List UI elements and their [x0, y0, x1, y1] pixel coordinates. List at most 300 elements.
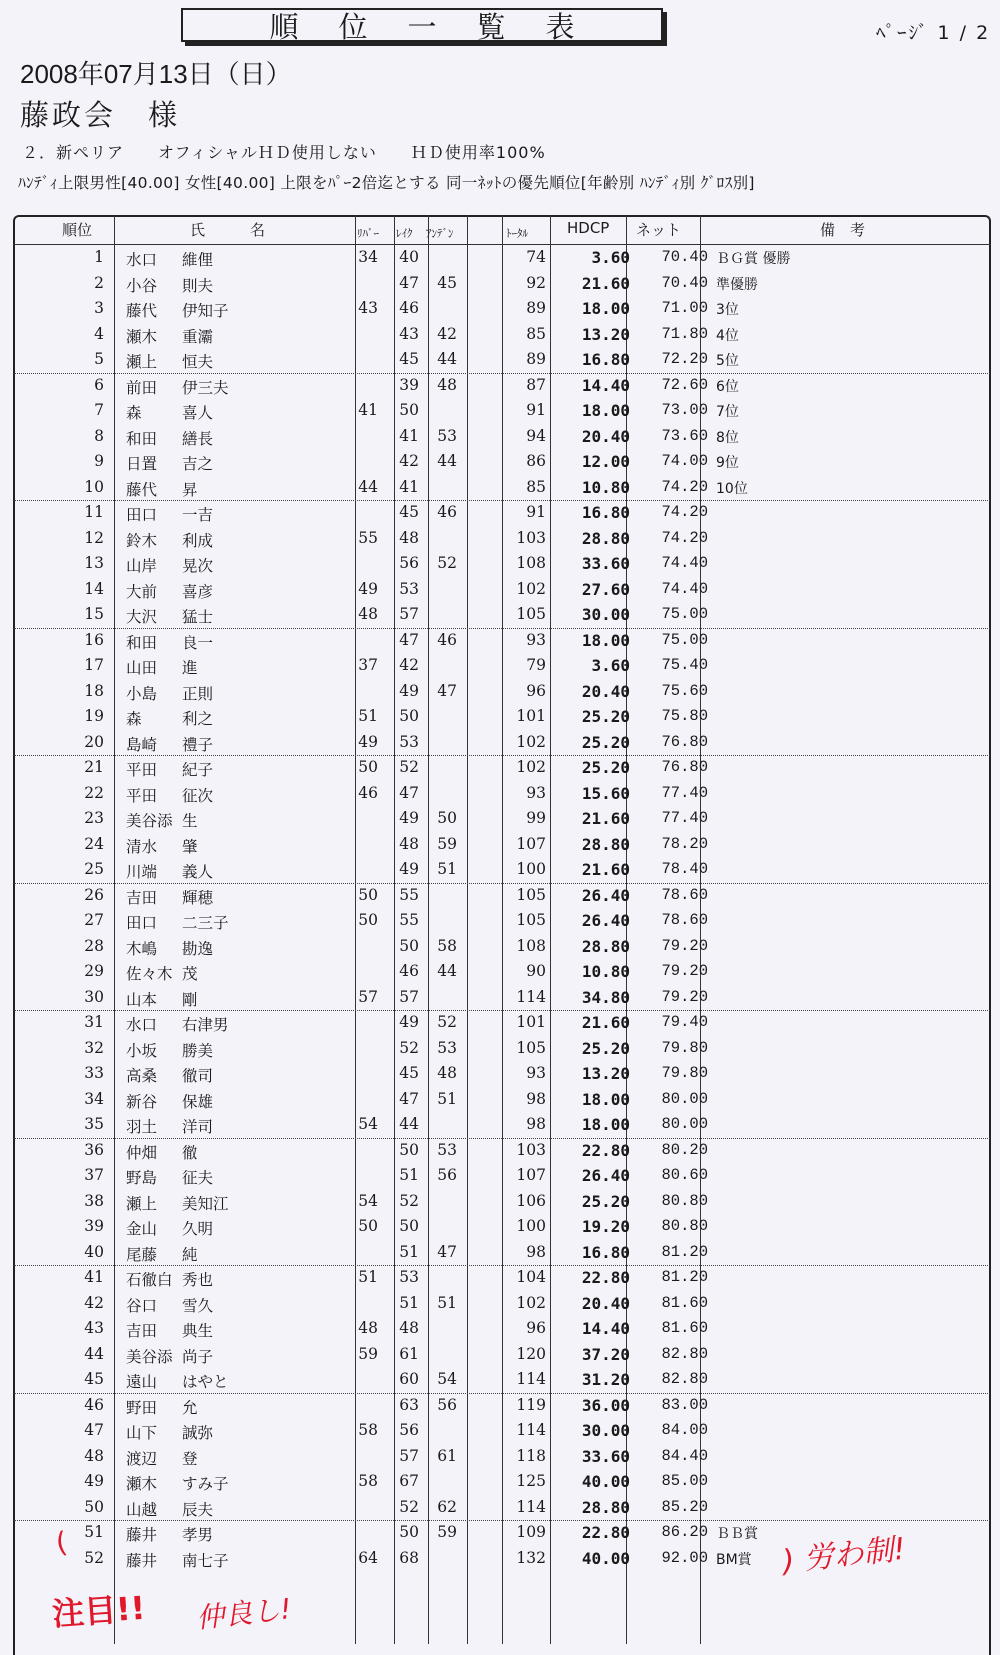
- cell-total: 94: [526, 426, 546, 445]
- cell-lake: 55: [399, 885, 419, 904]
- cell-hdcp: 18.00: [581, 1089, 630, 1109]
- cell-hdcp: 28.80: [581, 834, 630, 854]
- cell-surname: 小島: [126, 684, 158, 703]
- table-row: [14, 1367, 990, 1393]
- cell-surname: 仲畑: [126, 1143, 158, 1162]
- cell-river: 44: [358, 477, 378, 496]
- cell-hdcp: 16.80: [581, 350, 630, 369]
- cell-river: 46: [358, 783, 378, 802]
- table-row: [14, 449, 990, 475]
- cell-net: 74.40: [661, 579, 708, 598]
- cell-given-name: 生: [182, 812, 198, 830]
- cell-river: 54: [358, 1115, 378, 1133]
- cell-total: 119: [516, 1395, 546, 1414]
- cell-river: 49: [358, 732, 378, 751]
- cell-river: 59: [358, 1344, 378, 1363]
- cell-hdcp: 20.40: [581, 681, 630, 701]
- cell-net: 75.40: [661, 656, 708, 674]
- cell-hdcp: 33.60: [581, 554, 630, 573]
- cell-net: 76.80: [661, 758, 708, 776]
- cell-net: 78.60: [661, 911, 708, 929]
- cell-rank: 52: [84, 1548, 104, 1567]
- cell-net: 92.00: [661, 1548, 708, 1567]
- cell-lake: 50: [399, 1217, 419, 1235]
- table-row: [14, 1342, 990, 1368]
- table-row: [14, 628, 990, 654]
- cell-total: 93: [526, 783, 546, 802]
- cell-rank: 34: [84, 1089, 104, 1108]
- cell-lake: 42: [399, 656, 419, 674]
- table-row: [14, 934, 990, 960]
- cell-given-name: 一吉: [182, 506, 214, 524]
- cell-river: 50: [358, 1217, 378, 1235]
- table-row: [14, 1469, 990, 1495]
- cell-given-name: 伊三夫: [182, 378, 229, 397]
- cell-rank: 42: [84, 1293, 104, 1312]
- cell-hdcp: 28.80: [581, 936, 630, 956]
- cell-net: 79.20: [661, 962, 708, 980]
- cell-lake: 47: [399, 630, 419, 649]
- cell-lake: 45: [399, 503, 419, 521]
- cell-hdcp: 18.00: [581, 630, 630, 650]
- cell-rank: 33: [84, 1064, 104, 1082]
- cell-note: BM賞: [716, 1551, 752, 1568]
- cell-surname: 野島: [126, 1169, 158, 1187]
- cell-rank: 40: [84, 1242, 104, 1261]
- cell-given-name: 剛: [182, 990, 198, 1009]
- cell-rank: 44: [84, 1344, 104, 1363]
- cell-hdcp: 28.80: [581, 1497, 630, 1517]
- table-row: [14, 1495, 990, 1521]
- cell-river: 54: [358, 1191, 378, 1210]
- cell-lake: 49: [399, 1013, 419, 1031]
- cell-surname: 森: [126, 404, 142, 422]
- cell-hdcp: 3.60: [591, 248, 630, 267]
- cell-total: 98: [526, 1089, 546, 1108]
- cell-lake: 53: [399, 579, 419, 598]
- cell-lake: 50: [399, 707, 419, 725]
- cell-lake: 52: [399, 1497, 419, 1516]
- cell-rank: 16: [84, 630, 104, 649]
- cell-lake: 44: [399, 1115, 419, 1133]
- cell-under: 59: [437, 1523, 457, 1541]
- cell-lake: 48: [399, 528, 419, 547]
- cell-hdcp: 40.00: [581, 1548, 630, 1568]
- cell-total: 104: [516, 1268, 546, 1286]
- cell-note: 4位: [716, 327, 739, 344]
- cell-total: 102: [516, 732, 546, 751]
- cell-note: ＢＧ賞 優勝: [716, 251, 791, 267]
- table-row: [14, 1138, 990, 1164]
- cell-net: 78.60: [661, 885, 708, 904]
- cell-lake: 45: [399, 350, 419, 368]
- cell-total: 105: [516, 885, 546, 904]
- cell-note: 9位: [716, 455, 739, 471]
- cell-river: 34: [358, 248, 378, 266]
- cell-rank: 11: [84, 503, 104, 521]
- cell-given-name: 辰夫: [182, 1500, 214, 1519]
- table-row: [14, 1189, 990, 1215]
- cell-lake: 41: [399, 477, 419, 496]
- cell-total: 103: [516, 1140, 546, 1159]
- cell-surname: 平田: [126, 761, 158, 779]
- cell-hdcp: 21.60: [581, 1013, 630, 1032]
- cell-given-name: 正則: [182, 684, 214, 703]
- cell-total: 102: [516, 1293, 546, 1312]
- cell-net: 77.40: [661, 783, 708, 802]
- cell-lake: 43: [399, 324, 419, 343]
- cell-under: 50: [437, 809, 457, 827]
- cell-net: 73.00: [661, 401, 708, 419]
- cell-hdcp: 3.60: [591, 656, 630, 675]
- cell-lake: 68: [399, 1548, 419, 1567]
- cell-note: 8位: [716, 429, 739, 446]
- cell-river: 49: [358, 579, 378, 598]
- header-rank: 順位: [62, 221, 93, 239]
- table-row: [14, 602, 990, 628]
- cell-under: 59: [437, 834, 457, 853]
- cell-hdcp: 31.20: [581, 1370, 630, 1389]
- cell-rank: 23: [84, 809, 104, 827]
- cell-given-name: 典生: [182, 1322, 214, 1340]
- cell-total: 74: [526, 248, 546, 266]
- cell-under: 48: [437, 375, 457, 394]
- cell-under: 53: [437, 1038, 457, 1057]
- cell-given-name: 尚子: [182, 1347, 214, 1366]
- cell-total: 89: [526, 350, 546, 368]
- table-row: [14, 245, 990, 271]
- cell-given-name: 利成: [182, 531, 214, 550]
- cell-under: 44: [437, 962, 457, 980]
- cell-hdcp: 33.60: [581, 1446, 630, 1466]
- cell-net: 80.60: [661, 1166, 708, 1184]
- cell-given-name: 繕長: [182, 429, 214, 448]
- cell-given-name: 則夫: [182, 276, 214, 295]
- cell-surname: 山岸: [126, 557, 158, 575]
- cell-rank: 49: [84, 1472, 104, 1490]
- cell-surname: 和田: [126, 633, 158, 652]
- event-date: 2008年07月13日（日）: [20, 59, 292, 89]
- cell-lake: 40: [399, 248, 419, 266]
- cell-net: 81.60: [661, 1293, 708, 1312]
- cell-lake: 50: [399, 401, 419, 419]
- cell-surname: 藤井: [126, 1551, 158, 1570]
- table-row: [14, 1061, 990, 1087]
- cell-river: 51: [358, 707, 378, 725]
- cell-given-name: 重灞: [182, 327, 214, 346]
- cell-lake: 56: [399, 554, 419, 572]
- cell-rank: 26: [84, 885, 104, 904]
- cell-net: 74.20: [661, 477, 708, 496]
- cell-rank: 38: [84, 1191, 104, 1210]
- table-row: [14, 985, 990, 1011]
- cell-given-name: 義人: [182, 863, 214, 881]
- cell-under: 52: [437, 554, 457, 572]
- cell-river: 48: [358, 1319, 378, 1337]
- cell-hdcp: 18.00: [581, 1115, 630, 1134]
- table-row: [14, 704, 990, 730]
- cell-note: 5位: [716, 353, 739, 369]
- cell-net: 81.60: [661, 1319, 708, 1337]
- cell-surname: 島崎: [126, 735, 158, 754]
- cell-river: 55: [358, 528, 378, 547]
- cell-lake: 61: [399, 1344, 419, 1363]
- cell-total: 105: [516, 911, 546, 929]
- cell-net: 78.40: [661, 860, 708, 878]
- cell-rank: 13: [84, 554, 104, 572]
- cell-hdcp: 10.80: [581, 477, 630, 497]
- cell-surname: 山下: [126, 1424, 158, 1442]
- table-row: [14, 526, 990, 552]
- cell-total: 91: [526, 503, 546, 521]
- cell-rank: 31: [84, 1013, 104, 1031]
- cell-hdcp: 22.80: [581, 1140, 630, 1160]
- cell-net: 75.60: [661, 681, 708, 700]
- cell-given-name: 登: [182, 1449, 198, 1468]
- cell-hdcp: 12.00: [581, 452, 630, 471]
- cell-rank: 48: [84, 1446, 104, 1465]
- table-row: [14, 1010, 990, 1036]
- cell-net: 84.00: [661, 1421, 708, 1439]
- cell-surname: 川端: [126, 863, 158, 881]
- cell-under: 46: [437, 630, 457, 649]
- cell-lake: 39: [399, 375, 419, 394]
- cell-rank: 50: [84, 1497, 104, 1516]
- cell-under: 51: [437, 860, 457, 878]
- cell-net: 76.80: [661, 732, 708, 751]
- cell-rank: 14: [84, 579, 104, 598]
- table-row: [14, 781, 990, 807]
- cell-total: 120: [516, 1344, 546, 1363]
- cell-rank: 25: [84, 860, 104, 878]
- cell-surname: 佐々木: [126, 965, 173, 983]
- cell-total: 106: [516, 1191, 546, 1210]
- cell-lake: 55: [399, 911, 419, 929]
- cell-hdcp: 16.80: [581, 1242, 630, 1262]
- cell-rank: 2: [94, 273, 104, 292]
- cell-given-name: 維俚: [182, 251, 214, 269]
- cell-given-name: 紀子: [182, 761, 214, 779]
- cell-surname: 田口: [126, 914, 158, 932]
- cell-surname: 水口: [126, 1016, 158, 1034]
- cell-surname: 藤井: [126, 1526, 158, 1544]
- handwritten-note: ) 労わ制!: [780, 1531, 908, 1580]
- cell-rank: 19: [84, 707, 104, 725]
- table-row: [14, 1240, 990, 1266]
- cell-rank: 17: [84, 656, 104, 674]
- cell-rank: 39: [84, 1217, 104, 1235]
- cell-hdcp: 21.60: [581, 273, 630, 293]
- header-lake: ﾚｲｸ: [396, 227, 413, 240]
- cell-river: 58: [358, 1421, 378, 1439]
- cell-lake: 46: [399, 962, 419, 980]
- cell-lake: 63: [399, 1395, 419, 1414]
- cell-total: 96: [526, 1319, 546, 1337]
- cell-rank: 28: [84, 936, 104, 955]
- cell-given-name: 雪久: [182, 1296, 214, 1315]
- cell-given-name: 誠弥: [182, 1424, 214, 1442]
- cell-net: 85.00: [661, 1472, 708, 1490]
- cell-hdcp: 25.20: [581, 732, 630, 752]
- cell-given-name: 南七子: [182, 1551, 229, 1570]
- table-row: [14, 1265, 990, 1291]
- cell-surname: 平田: [126, 786, 158, 805]
- cell-given-name: 保雄: [182, 1092, 214, 1111]
- cell-given-name: はやと: [182, 1373, 229, 1391]
- cell-surname: 渡辺: [126, 1449, 158, 1468]
- cell-surname: 木嶋: [126, 939, 158, 958]
- club-name: 藤政会 様: [20, 98, 181, 132]
- cell-surname: 吉田: [126, 1322, 158, 1340]
- cell-given-name: 利之: [182, 710, 214, 728]
- cell-rank: 41: [84, 1268, 104, 1286]
- cell-net: 75.80: [661, 707, 708, 725]
- cell-net: 72.20: [661, 350, 708, 368]
- cell-note: 6位: [716, 378, 739, 395]
- cell-given-name: 進: [182, 659, 198, 677]
- cell-lake: 57: [399, 1446, 419, 1465]
- cell-hdcp: 36.00: [581, 1395, 630, 1415]
- cell-rank: 47: [84, 1421, 104, 1439]
- table-row: [14, 398, 990, 424]
- cell-surname: 大前: [126, 582, 158, 601]
- cell-rank: 21: [84, 758, 104, 776]
- cell-given-name: 純: [182, 1245, 198, 1264]
- cell-surname: 美谷添: [126, 812, 173, 830]
- header-total: ﾄｰﾀﾙ: [506, 227, 528, 240]
- cell-total: 98: [526, 1115, 546, 1133]
- table-row: [14, 1112, 990, 1138]
- cell-lake: 56: [399, 1421, 419, 1439]
- cell-net: 77.40: [661, 809, 708, 827]
- table-row: [14, 347, 990, 373]
- cell-total: 114: [516, 1370, 546, 1388]
- cell-lake: 57: [399, 605, 419, 623]
- cell-lake: 51: [399, 1166, 419, 1184]
- cell-rank: 29: [84, 962, 104, 980]
- cell-rank: 32: [84, 1038, 104, 1057]
- cell-lake: 49: [399, 809, 419, 827]
- cell-surname: 瀬上: [126, 1194, 158, 1213]
- cell-net: 71.00: [661, 299, 708, 317]
- cell-rank: 4: [94, 324, 104, 343]
- cell-net: 74.40: [661, 554, 708, 572]
- table-row: [14, 959, 990, 985]
- table-row: [14, 1087, 990, 1113]
- header-net: ネット: [636, 221, 682, 239]
- cell-total: 132: [516, 1548, 546, 1567]
- cell-lake: 50: [399, 1523, 419, 1541]
- cell-hdcp: 30.00: [581, 605, 630, 624]
- cell-lake: 47: [399, 783, 419, 802]
- cell-hdcp: 21.60: [581, 809, 630, 828]
- cell-surname: 藤代: [126, 302, 158, 320]
- cell-rank: 36: [84, 1140, 104, 1159]
- cell-lake: 53: [399, 732, 419, 751]
- cell-total: 107: [516, 834, 546, 853]
- table-row: [14, 1214, 990, 1240]
- cell-note: 7位: [716, 404, 739, 420]
- table-row: [14, 271, 990, 297]
- cell-given-name: 喜彦: [182, 582, 214, 601]
- cell-under: 44: [437, 350, 457, 368]
- handwritten-bracket: (: [53, 1525, 70, 1560]
- cell-hdcp: 25.20: [581, 707, 630, 726]
- cell-lake: 52: [399, 758, 419, 776]
- cell-total: 125: [516, 1472, 546, 1490]
- cell-lake: 41: [399, 426, 419, 445]
- cell-total: 107: [516, 1166, 546, 1184]
- table-row: [14, 322, 990, 348]
- cell-given-name: 輝穂: [182, 888, 214, 907]
- cell-rank: 35: [84, 1115, 104, 1133]
- table-row: [14, 755, 990, 781]
- cell-surname: 尾藤: [126, 1245, 158, 1264]
- cell-total: 102: [516, 579, 546, 598]
- cell-hdcp: 13.20: [581, 324, 630, 344]
- cell-hdcp: 15.60: [581, 783, 630, 803]
- cell-surname: 石徹白: [126, 1271, 173, 1289]
- cell-surname: 山田: [126, 659, 158, 677]
- cell-note: ＢＢ賞: [716, 1526, 758, 1542]
- cell-under: 51: [437, 1089, 457, 1108]
- cell-surname: 瀬上: [126, 353, 158, 371]
- cell-under: 61: [437, 1446, 457, 1465]
- cell-net: 80.80: [661, 1191, 708, 1210]
- cell-given-name: 猛士: [182, 608, 214, 626]
- cell-given-name: 美知江: [182, 1194, 229, 1213]
- cell-hdcp: 10.80: [581, 962, 630, 981]
- cell-hdcp: 34.80: [581, 987, 630, 1007]
- cell-net: 82.80: [661, 1344, 708, 1363]
- cell-hdcp: 13.20: [581, 1064, 630, 1083]
- cell-net: 72.60: [661, 375, 708, 394]
- cell-net: 83.00: [661, 1395, 708, 1414]
- cell-surname: 美谷添: [126, 1347, 173, 1366]
- cell-surname: 水口: [126, 251, 158, 269]
- cell-surname: 羽土: [126, 1118, 158, 1136]
- cell-net: 80.80: [661, 1217, 708, 1235]
- cell-net: 74.00: [661, 452, 708, 470]
- cell-total: 91: [526, 401, 546, 419]
- cell-hdcp: 25.20: [581, 1038, 630, 1058]
- cell-total: 92: [526, 273, 546, 292]
- cell-river: 57: [358, 987, 378, 1006]
- table-row: [14, 577, 990, 603]
- cell-hdcp: 14.40: [581, 375, 630, 395]
- cell-surname: 吉田: [126, 888, 158, 907]
- cell-under: 45: [437, 273, 457, 292]
- cell-lake: 47: [399, 1089, 419, 1108]
- cell-rank: 51: [84, 1523, 104, 1541]
- cell-under: 42: [437, 324, 457, 343]
- cell-total: 93: [526, 630, 546, 649]
- cell-river: 37: [358, 656, 378, 674]
- cell-surname: 大沢: [126, 608, 158, 626]
- cell-given-name: 良一: [182, 633, 214, 652]
- cell-rank: 15: [84, 605, 104, 623]
- cell-rank: 24: [84, 834, 104, 853]
- cell-hdcp: 26.40: [581, 885, 630, 905]
- cell-surname: 日置: [126, 455, 158, 473]
- cell-given-name: 允: [182, 1398, 198, 1417]
- cell-given-name: 久明: [182, 1220, 214, 1238]
- cell-surname: 小谷: [126, 276, 158, 295]
- table-row: [14, 475, 990, 501]
- cell-total: 108: [516, 936, 546, 955]
- cell-rank: 30: [84, 987, 104, 1006]
- cell-under: 48: [437, 1064, 457, 1082]
